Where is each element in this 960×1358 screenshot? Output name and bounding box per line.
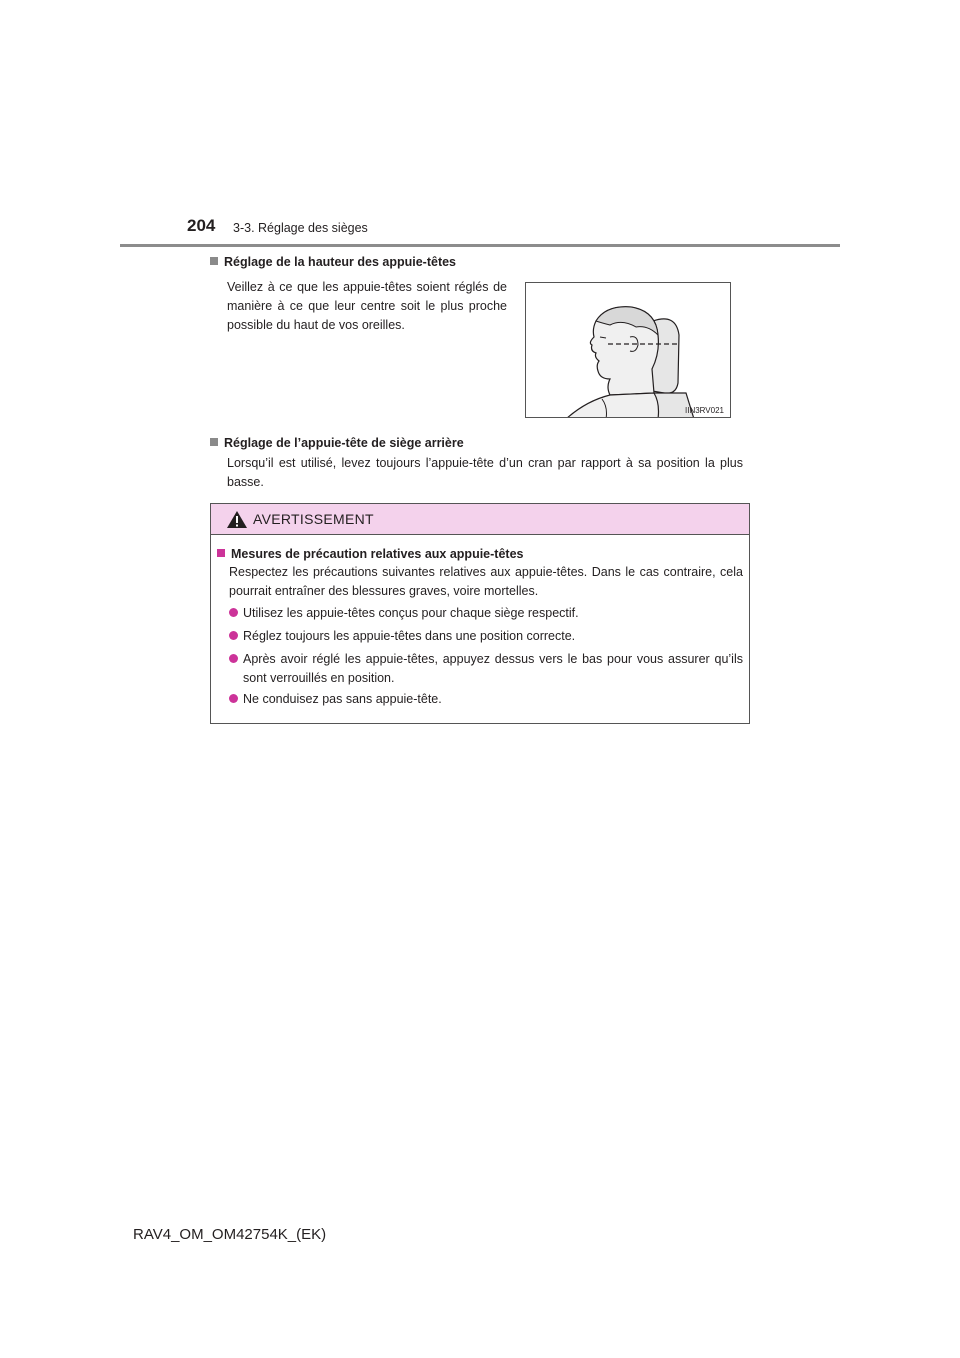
round-bullet-icon — [229, 694, 238, 703]
figure-code: IIN3RV021 — [685, 406, 724, 415]
headrest-figure — [525, 282, 731, 418]
warning-subheading-text: Mesures de précaution relatives aux appuie-têtes — [231, 547, 524, 561]
warning-box — [210, 503, 750, 724]
subheading-headrest-height — [210, 255, 456, 269]
square-bullet-icon — [210, 438, 218, 446]
warning-item — [229, 604, 743, 623]
footer-doc-code: RAV4_OM_OM42754K_(EK) — [133, 1226, 327, 1243]
headrest-illustration-icon — [526, 283, 731, 418]
warning-triangle-icon — [226, 510, 248, 529]
headrest-height-text: Veillez à ce que les appuie-têtes soient réglés de manière à ce que leur centre soit le plus proche possible du haut de vos oreilles. — [227, 280, 507, 332]
subheading-text: Réglage de l’appuie-tête de siège arrière — [224, 436, 464, 450]
round-bullet-icon — [229, 608, 238, 617]
warning-intro: Respectez les précautions suivantes relatives aux appuie-têtes. Dans le cas contraire, cela pourrait entraîner des blessures graves, voire mortelles. — [229, 565, 743, 598]
warning-item-text: Après avoir réglé les appuie-têtes, appuyez dessus vers le bas pour vous assurer qu’ils sont verrouillés en position. — [243, 652, 743, 685]
warning-header — [211, 504, 749, 535]
round-bullet-icon — [229, 654, 238, 663]
rear-headrest-text: Lorsqu’il est utilisé, levez toujours l’appuie-tête d’un cran par rapport à sa position la plus basse. — [227, 456, 743, 489]
subheading-rear-headrest — [210, 436, 464, 450]
warning-title: AVERTISSEMENT — [253, 511, 374, 527]
square-bullet-icon — [210, 257, 218, 265]
round-bullet-icon — [229, 631, 238, 640]
warning-item-text: Utilisez les appuie-têtes conçus pour chaque siège respectif. — [243, 606, 579, 620]
header-rule — [120, 244, 840, 247]
warning-item — [229, 690, 743, 709]
warning-item — [229, 627, 743, 646]
subheading-text: Réglage de la hauteur des appuie-têtes — [224, 255, 457, 269]
square-bullet-icon — [217, 549, 225, 557]
warning-subheading — [217, 547, 523, 561]
warning-item — [229, 650, 743, 688]
warning-item-text: Réglez toujours les appuie-têtes dans une position correcte. — [243, 629, 576, 643]
warning-item-text: Ne conduisez pas sans appuie-tête. — [243, 692, 442, 706]
section-title: 3-3. Réglage des sièges — [233, 221, 368, 235]
page-number: 204 — [187, 216, 216, 235]
